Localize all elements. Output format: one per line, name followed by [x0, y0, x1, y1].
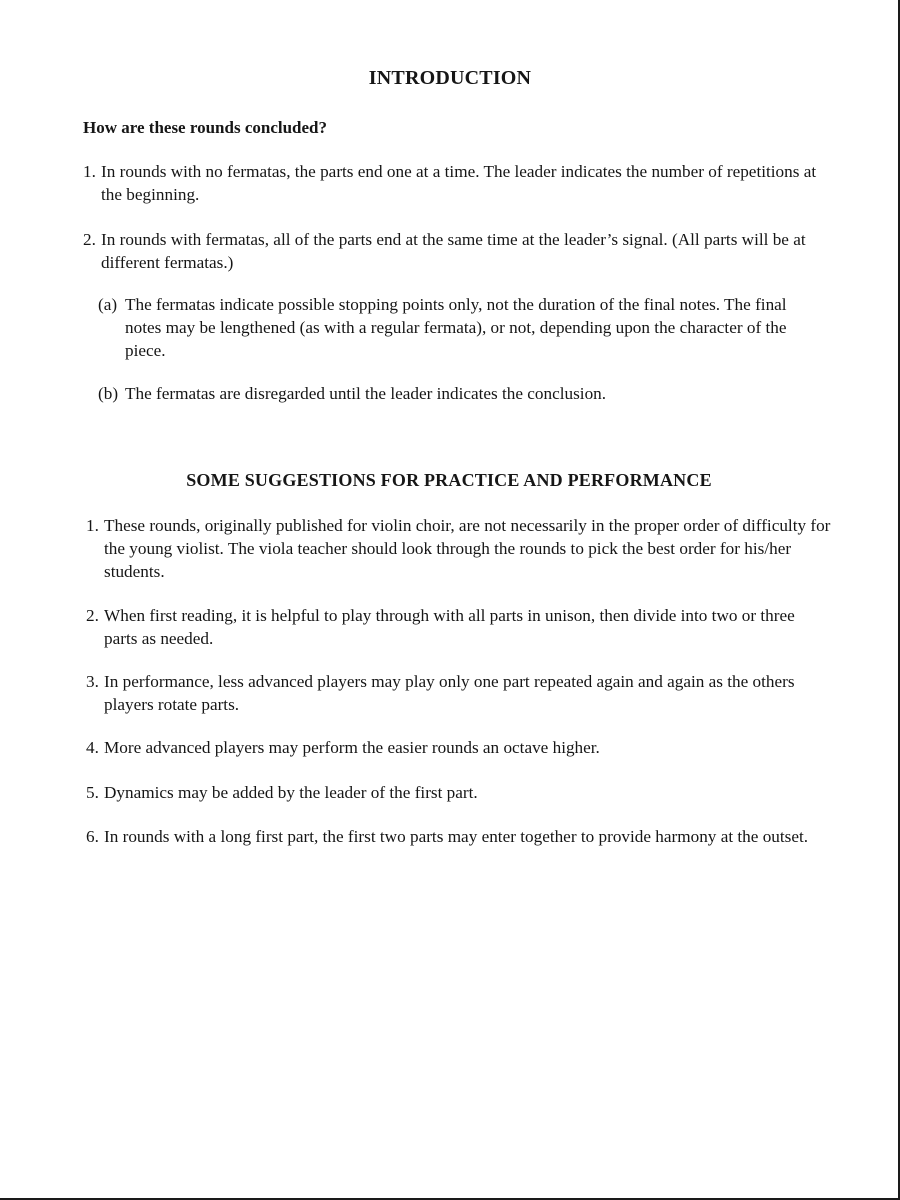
suggestion-list-item	[86, 736, 832, 759]
item-text: More advanced players may perform the easier rounds an octave higher.	[104, 738, 600, 757]
intro-sub-item	[98, 382, 818, 405]
suggestion-list-item	[86, 604, 832, 650]
item-text: Dynamics may be added by the leader of the first part.	[104, 783, 478, 802]
item-number: 1.	[86, 516, 99, 535]
item-number: 4.	[86, 738, 99, 757]
sub-item-text: The fermatas indicate possible stopping points only, not the duration of the final notes. The final notes may be lengthened (as with a regular fermata), or not, depending upon the character of the piece.	[125, 295, 787, 360]
item-text: When first reading, it is helpful to play through with all parts in unison, then divide into two or three parts as needed.	[104, 606, 795, 648]
item-number: 6.	[86, 827, 99, 846]
suggestions-heading: SOME SUGGESTIONS FOR PRACTICE AND PERFORMANCE	[186, 470, 712, 490]
intro-list-item	[83, 228, 833, 274]
suggestion-list-item	[86, 825, 832, 848]
suggestion-list-item	[86, 670, 832, 716]
item-number: 5.	[86, 783, 99, 802]
item-number: 1.	[83, 162, 96, 181]
item-text: In rounds with no fermatas, the parts end one at a time. The leader indicates the number of repetitions at the beginning.	[101, 162, 817, 204]
item-number: 3.	[86, 672, 99, 691]
item-text: In rounds with fermatas, all of the parts end at the same time at the leader’s signal. (All parts will be at different fermatas.)	[101, 230, 806, 272]
sub-item-label: (b)	[98, 384, 119, 403]
suggestion-list-item	[86, 514, 832, 583]
item-text: These rounds, originally published for violin choir, are not necessarily in the proper order of difficulty for the young violist. The viola teacher should look through the rounds to pick the best order for his/her students.	[104, 516, 831, 581]
item-number: 2.	[83, 230, 96, 249]
item-text: In rounds with a long first part, the first two parts may enter together to provide harmony at the outset.	[104, 827, 809, 846]
conclusion-question: How are these rounds concluded?	[83, 118, 328, 137]
intro-list-item	[83, 160, 833, 206]
sub-item-label: (a)	[98, 295, 118, 314]
intro-sub-item	[98, 293, 818, 362]
item-number: 2.	[86, 606, 99, 625]
introduction-heading: INTRODUCTION	[368, 67, 532, 89]
sub-item-text: The fermatas are disregarded until the leader indicates the conclusion.	[125, 384, 607, 403]
item-text: In performance, less advanced players may play only one part repeated again and again as the others players rotate parts.	[104, 672, 795, 714]
suggestion-list-item	[86, 781, 832, 804]
